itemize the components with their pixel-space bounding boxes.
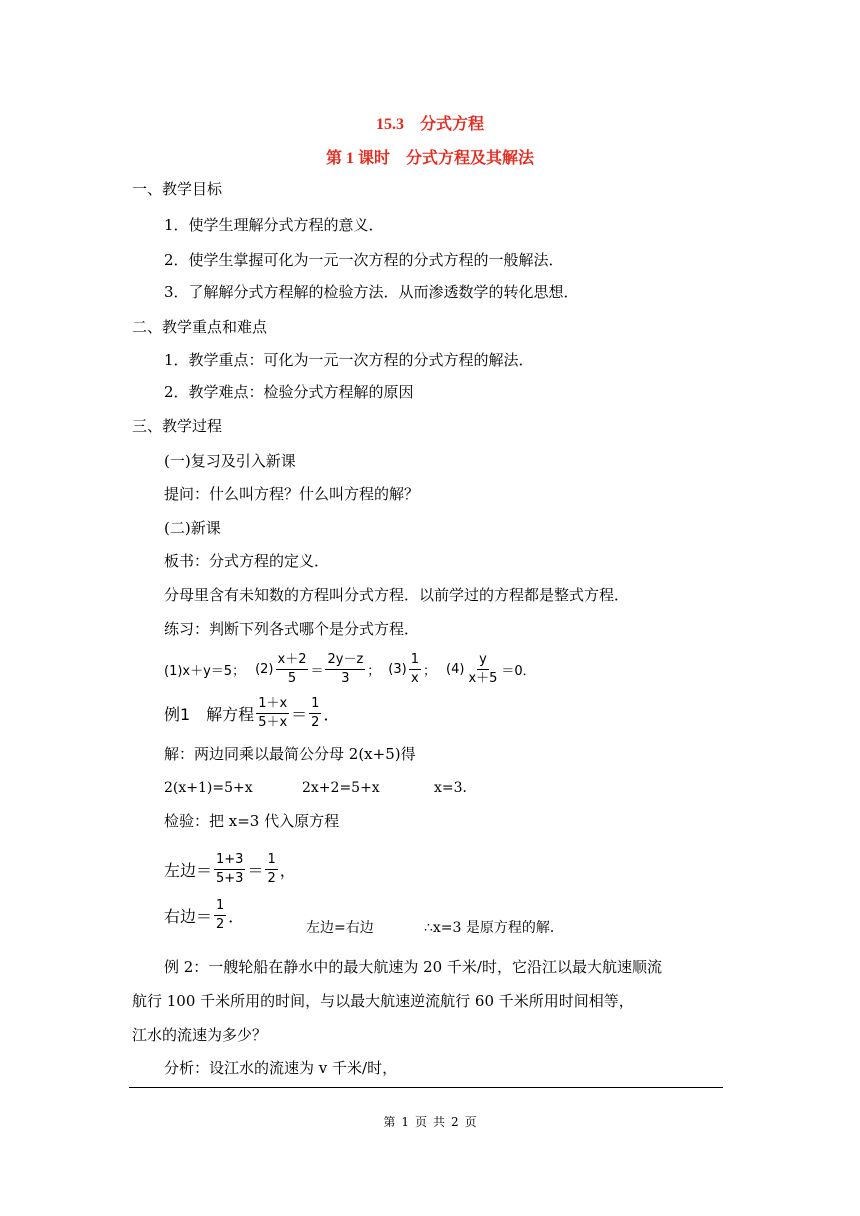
left-side-label: 左边＝ bbox=[164, 860, 213, 880]
numerator: 1 bbox=[409, 652, 421, 670]
paragraph: (一)复习及引入新课 bbox=[164, 452, 296, 470]
equals-sign: ＝ bbox=[247, 860, 264, 880]
fraction bbox=[214, 852, 245, 887]
exercise-2 bbox=[255, 652, 380, 687]
solution-step: 2x+2=5+x bbox=[302, 780, 380, 796]
fraction bbox=[309, 696, 321, 731]
footer-text: 第 bbox=[383, 1115, 396, 1129]
denominator: 5+3 bbox=[216, 870, 244, 886]
equals-sign: ＝ bbox=[291, 704, 308, 724]
example-1-label: 例1 解方程 bbox=[164, 704, 255, 724]
section-heading-focus: 二、教学重点和难点 bbox=[132, 318, 268, 336]
numerator: y bbox=[477, 652, 489, 670]
example-2-text: 例 2：一艘轮船在静水中的最大航速为 20 千米/时，它沿江以最大航速顺流 bbox=[164, 958, 662, 976]
denominator: 5＋x bbox=[258, 714, 288, 730]
fraction bbox=[325, 652, 365, 687]
analysis-line: 分析：设江水的流速为 v 千米/时， bbox=[164, 1059, 398, 1077]
period: ． bbox=[228, 906, 245, 926]
separator: ； bbox=[423, 663, 437, 679]
denominator: 5 bbox=[287, 670, 297, 686]
paragraph: 提问：什么叫方程？什么叫方程的解？ bbox=[164, 485, 420, 503]
solution-step: x=3． bbox=[434, 780, 477, 796]
page-number: 1 bbox=[401, 1115, 409, 1129]
exercise-4-label: (4) bbox=[446, 661, 465, 677]
solution-line: 解：两边同乘以最简公分母 2(x+5)得 bbox=[164, 745, 416, 763]
numerator: 1 bbox=[214, 898, 226, 916]
exercise-2-label: (2) bbox=[255, 661, 274, 677]
goal-item: 2．使学生掌握可化为一元一次方程的分式方程的一般解法． bbox=[164, 251, 564, 269]
denominator: 2 bbox=[267, 870, 276, 886]
goal-item: 3．了解解分式方程解的检验方法．从而渗透数学的转化思想． bbox=[164, 283, 579, 301]
numerator: 1 bbox=[309, 696, 321, 714]
check-line: 检验：把 x=3 代入原方程 bbox=[164, 812, 340, 830]
footer-text: 页 bbox=[464, 1115, 477, 1129]
paragraph: 练习：判断下列各式哪个是分式方程． bbox=[164, 620, 420, 638]
conclusion-equal: 左边=右边 bbox=[306, 920, 374, 936]
denominator: 3 bbox=[341, 670, 350, 686]
footer-text: 共 bbox=[433, 1115, 446, 1129]
page-total: 2 bbox=[451, 1115, 459, 1129]
section-heading-goals: 一、教学目标 bbox=[132, 180, 223, 198]
equals-sign: ＝ bbox=[310, 663, 324, 679]
separator: ＝0． bbox=[501, 663, 536, 679]
conclusion-solution: ∴x=3 是原方程的解． bbox=[424, 920, 564, 936]
fraction bbox=[256, 696, 289, 731]
document-subtitle: 第 1 课时 分式方程及其解法 bbox=[325, 150, 534, 167]
paragraph: 分母里含有未知数的方程叫分式方程．以前学过的方程都是整式方程． bbox=[164, 586, 630, 604]
goal-item: 1．使学生理解分式方程的意义． bbox=[164, 216, 384, 234]
solution-step: 2(x+1)=5+x bbox=[164, 780, 253, 796]
exercise-1: (1)x＋y＝5； bbox=[164, 663, 246, 679]
numerator: 1＋x bbox=[256, 696, 289, 714]
numerator: 1 bbox=[265, 852, 277, 870]
right-side-check bbox=[164, 894, 244, 936]
exercise-3 bbox=[388, 652, 436, 687]
page-footer bbox=[0, 1113, 860, 1130]
denominator: x＋5 bbox=[468, 670, 498, 686]
example-2-text: 江水的流速为多少？ bbox=[132, 1026, 268, 1044]
footer-divider bbox=[129, 1087, 723, 1088]
example-2-text: 航行 100 千米所用的时间，与以最大航速逆流航行 60 千米所用时间相等， bbox=[132, 992, 634, 1010]
example-1-equation bbox=[164, 693, 339, 733]
fraction bbox=[214, 898, 226, 933]
comma: ， bbox=[279, 860, 296, 880]
period: ． bbox=[323, 704, 340, 724]
paragraph: 板书：分式方程的定义． bbox=[164, 552, 330, 570]
denominator: 2 bbox=[311, 714, 320, 730]
footer-text: 页 bbox=[414, 1115, 427, 1129]
denominator: 2 bbox=[216, 916, 225, 932]
separator: ； bbox=[367, 663, 381, 679]
exercise-3-label: (3) bbox=[388, 661, 407, 677]
focus-item: 1．教学重点：可化为一元一次方程的分式方程的解法． bbox=[164, 351, 534, 369]
fraction bbox=[276, 652, 309, 687]
paragraph: (二)新课 bbox=[164, 519, 221, 537]
left-side-check bbox=[164, 848, 296, 890]
denominator: x bbox=[411, 670, 419, 686]
numerator: x＋2 bbox=[276, 652, 309, 670]
fraction bbox=[409, 652, 421, 687]
section-heading-process: 三、教学过程 bbox=[132, 417, 223, 435]
fraction bbox=[466, 652, 499, 687]
exercise-4 bbox=[446, 652, 536, 687]
numerator: 1+3 bbox=[214, 852, 245, 870]
numerator: 2y－z bbox=[325, 652, 365, 670]
exercise-equations bbox=[164, 650, 536, 688]
document-title: 15.3 分式方程 bbox=[375, 116, 484, 133]
fraction bbox=[265, 852, 277, 887]
focus-item: 2．教学难点：检验分式方程解的原因 bbox=[164, 383, 414, 401]
right-side-label: 右边＝ bbox=[164, 906, 213, 926]
